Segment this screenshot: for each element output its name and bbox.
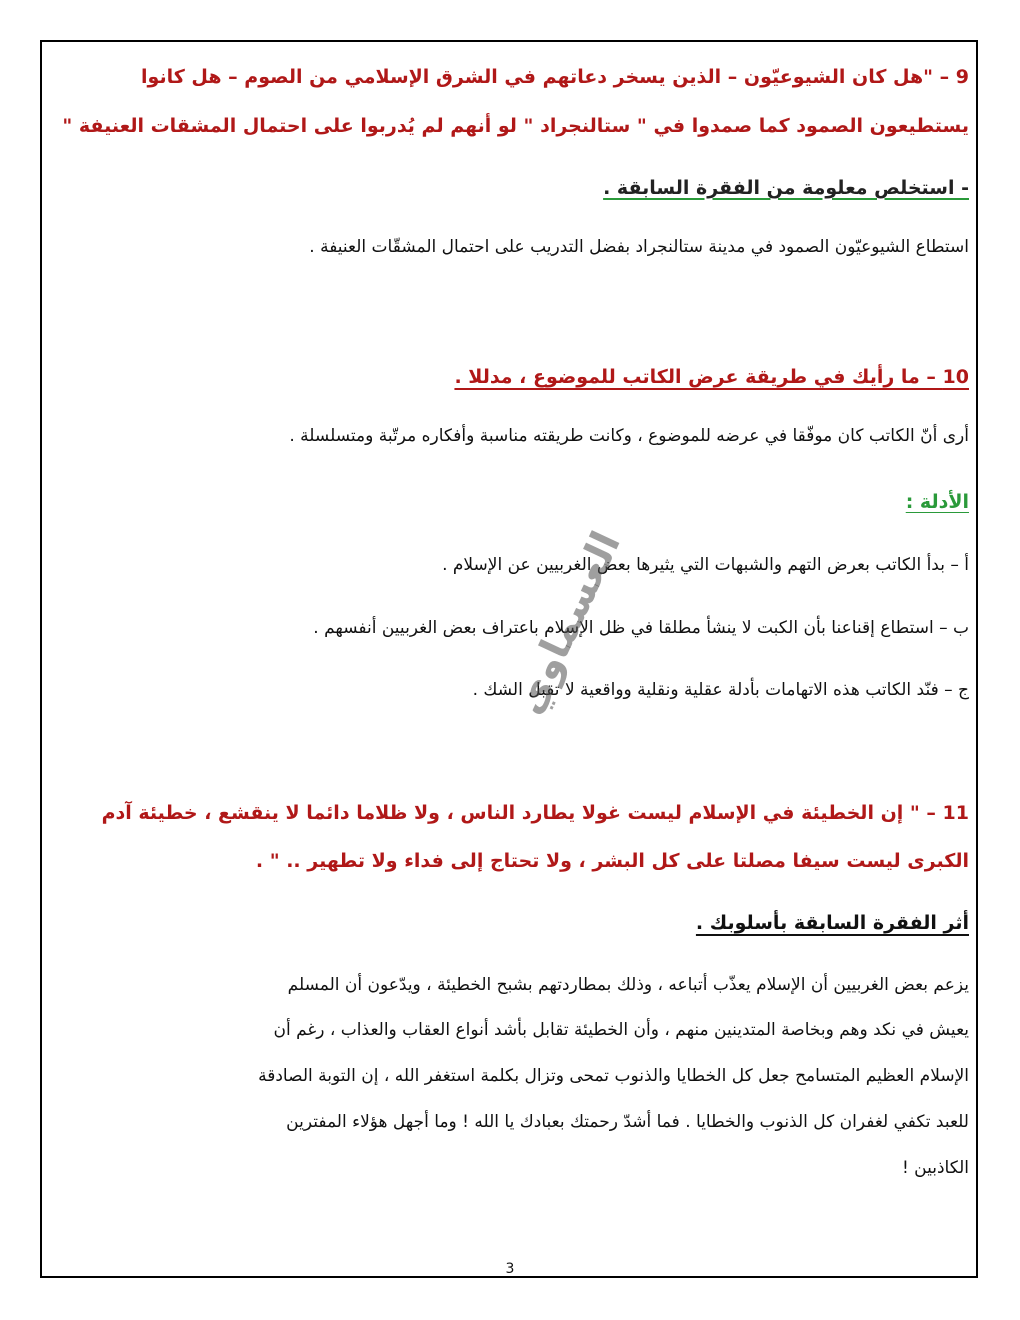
q11-answer-line-2: يعيش في نكد وهم وبخاصة المتدينين منهم ، وأن الخطيئة تقابل بأشد أنواع العقاب والعذاب ، رغم أن (273, 1020, 969, 1040)
q10-evidence-a: أ – بدأ الكاتب بعرض التهم والشبهات التي يثيرها بعض الغربيين عن الإسلام . (442, 555, 969, 575)
q10-question: 10 – ما رأيك في طريقة عرض الكاتب للموضوع ، مدللا . (454, 366, 969, 388)
q11-answer-line-5: الكاذبين ! (901, 1158, 969, 1178)
page-number: 3 (505, 1261, 515, 1277)
q11-quote-line-2: الكبرى ليست سيفا مصلتا على كل البشر ، ولا تحتاج إلى فداء ولا تطهير .. " . (255, 850, 969, 872)
q10-evidence-b: ب – استطاع إقناعنا بأن الكبت لا ينشأ مطلقا في ظل الإسلام باعتراف بعض الغربيين أنفسهم . (313, 618, 969, 638)
q10-evidence-c: ج – فنّد الكاتب هذه الاتهامات بأدلة عقلية ونقلية وواقعية لا تقبل الشك . (472, 680, 969, 700)
q11-answer-line-4: للعبد تكفي لغفران كل الذنوب والخطايا . فما أشدّ رحمتك بعبادك يا الله ! وما أجهل هؤلاء المفترين (286, 1112, 969, 1132)
q9-task: - استخلص معلومة من الفقرة السابقة . (603, 177, 969, 199)
q11-answer-line-3: الإسلام العظيم المتسامح جعل كل الخطايا والذنوب تمحى وتزال بكلمة استغفر الله ، إن التوبة الصادقة (258, 1066, 969, 1086)
q10-answer: أرى أنّ الكاتب كان موفّقا في عرضه للموضوع ، وكانت طريقته مناسبة وأفكاره مرتّبة ومتسلسلة . (289, 426, 969, 446)
page-border (40, 40, 978, 1278)
q10-evidence-title: الأدلة : (905, 491, 969, 513)
q11-quote-line-1: 11 – " إن الخطيئة في الإسلام ليست غولا يطارد الناس ، ولا ظلاما دائما لا ينقشع ، خطيئة آدم (101, 802, 969, 824)
watermark-signature: العسماوي (505, 524, 630, 722)
q9-quote-line-2: يستطيعون الصمود كما صمدوا في " ستالنجراد " لو أنهم لم يُدربوا على احتمال المشقات العنيفة " (62, 115, 969, 137)
q11-answer-line-1: يزعم بعض الغربيين أن الإسلام يعذّب أتباعه ، وذلك بمطاردتهم بشبح الخطيئة ، ويدّعون أن المسلم (287, 975, 969, 995)
q9-quote-line-1: 9 – "هل كان الشيوعيّون – الذين يسخر دعاتهم في الشرق الإسلامي من الصوم – هل كانوا (141, 66, 969, 88)
q9-answer: استطاع الشيوعيّون الصمود في مدينة ستالنجراد بفضل التدريب على احتمال المشقّات العنيفة . (309, 237, 969, 257)
q11-task: أثر الفقرة السابقة بأسلوبك . (695, 912, 969, 934)
